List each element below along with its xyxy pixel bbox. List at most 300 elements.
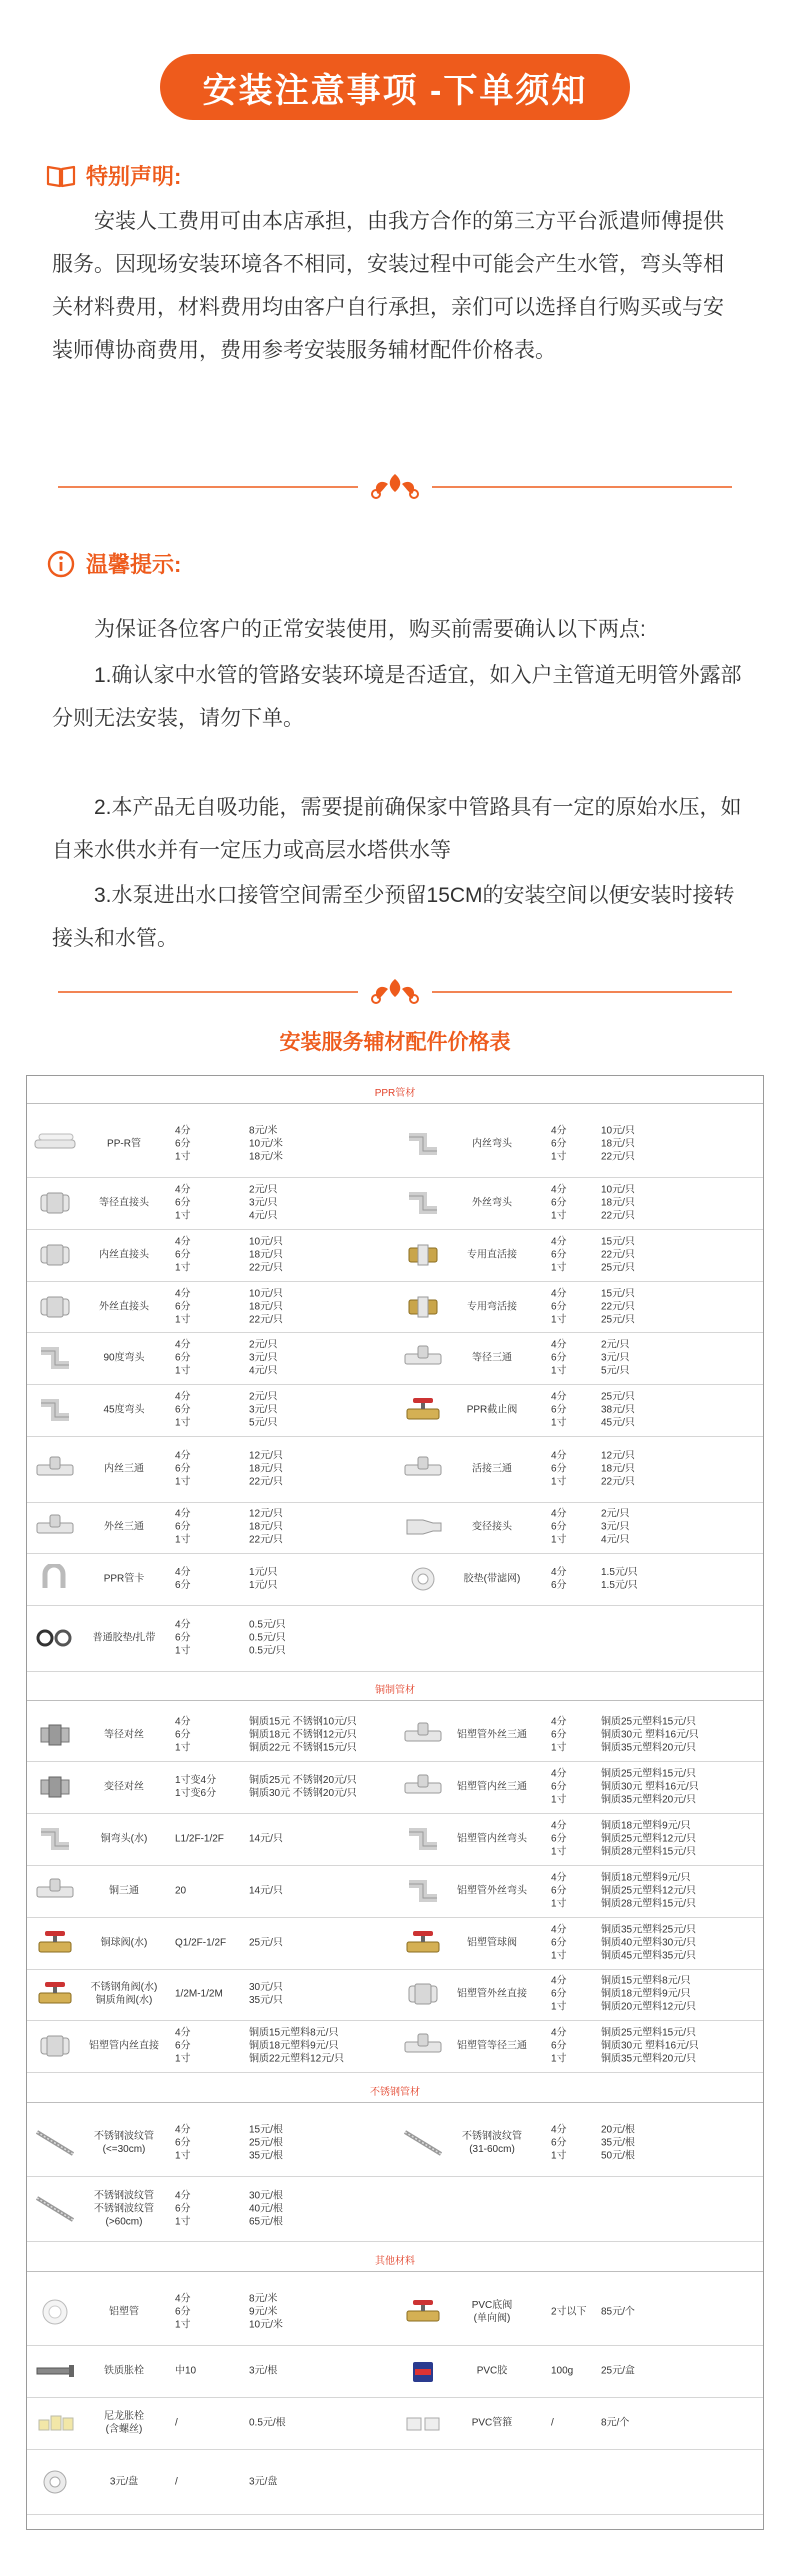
item-sizes	[175, 1618, 235, 1657]
item-prices	[249, 1339, 395, 1378]
price-value: 30元/根	[249, 2190, 283, 2202]
item-name: 铝塑管等径三通	[457, 2040, 527, 2052]
price-value: 铜质25元塑料12元/只	[601, 1833, 697, 1845]
item-prices	[601, 2306, 747, 2319]
price-item	[27, 1229, 395, 1281]
size-value: 4分	[551, 1820, 567, 1832]
price-value: 0.5元/只	[249, 1645, 286, 1657]
anchor-icon	[33, 2408, 77, 2438]
tee-icon	[401, 1454, 445, 1484]
size-value: 6分	[175, 1632, 191, 1644]
notice-heading	[46, 160, 181, 191]
price-value: 铜质18元塑料9元/只	[249, 2040, 339, 2052]
pipe-roll-icon	[33, 2297, 77, 2327]
item-prices	[601, 2416, 747, 2429]
size-value: 6分	[551, 1729, 567, 1741]
size-value: /	[551, 2417, 554, 2429]
size-value: 1寸变4分	[175, 1774, 217, 1786]
glue-icon	[401, 2356, 445, 2386]
item-prices	[601, 1125, 747, 1164]
item-sizes	[175, 1391, 235, 1430]
item-sizes	[175, 1508, 235, 1547]
item-prices	[249, 1774, 395, 1800]
size-value: 6分	[175, 1138, 191, 1150]
price-value: 22元/只	[601, 1476, 635, 1488]
price-value: 40元/根	[249, 2203, 283, 2215]
coupling-icon	[401, 1979, 445, 2009]
price-value: 1.5元/只	[601, 1567, 638, 1579]
elbow-icon	[401, 1824, 445, 1854]
table-row	[27, 1553, 763, 1606]
price-value: 4元/只	[249, 1210, 278, 1222]
size-value: 1寸	[175, 1151, 191, 1163]
nipple-icon	[33, 1772, 77, 1802]
size-value: 4分	[551, 1975, 567, 1987]
item-sizes	[175, 1988, 235, 2001]
price-item	[395, 1177, 763, 1229]
bolt-icon	[33, 2356, 77, 2386]
price-value: 1元/只	[249, 1567, 278, 1579]
size-value: 1寸	[551, 1262, 567, 1274]
price-item	[27, 1112, 395, 1177]
price-value: 0.5元/根	[249, 2417, 286, 2429]
price-value: 铜质15元 不锈钢10元/只	[249, 1716, 357, 1728]
item-prices	[249, 2416, 395, 2429]
price-value: 25元/根	[249, 2137, 283, 2149]
price-item	[27, 2397, 395, 2449]
item-sizes	[175, 2189, 235, 2228]
elbow-icon	[401, 1188, 445, 1218]
price-value: 12元/只	[249, 1508, 283, 1520]
category-header: 不锈钢管材	[27, 2084, 763, 2103]
size-value: 6分	[551, 1301, 567, 1313]
item-prices	[249, 1508, 395, 1547]
price-value: 5元/只	[601, 1365, 630, 1377]
price-table	[26, 1075, 764, 2530]
price-value: 铜质25元 不锈钢20元/只	[249, 1774, 357, 1786]
price-value: 25元/只	[249, 1937, 283, 1949]
price-value: 铜质35元塑料25元/只	[601, 1924, 697, 1936]
coupling-icon	[33, 1240, 77, 1270]
price-value: 22元/只	[249, 1476, 283, 1488]
size-value: 4分	[175, 2027, 191, 2039]
size-value: 4分	[175, 1391, 191, 1403]
price-value: 15元/根	[249, 2124, 283, 2136]
size-value: 4分	[551, 1236, 567, 1248]
size-value: 6分	[175, 1249, 191, 1261]
item-name: 不锈钢角阀(水) 铜质角阀(水)	[90, 1982, 158, 2007]
size-value: 1寸	[551, 1314, 567, 1326]
size-value: 1寸	[551, 1898, 567, 1910]
item-name: 内丝三通	[104, 1463, 144, 1475]
item-name: PVC管箍	[471, 2417, 513, 2429]
table-row	[27, 1709, 763, 1762]
price-value: 22元/只	[601, 1301, 635, 1313]
item-name: 内丝直接头	[99, 1249, 149, 1261]
price-item	[395, 1865, 763, 1917]
size-value: 4分	[551, 1288, 567, 1300]
tape-icon	[401, 1564, 445, 1594]
item-prices	[249, 1832, 395, 1845]
tee-icon	[401, 1343, 445, 1373]
item-name: 铜三通	[109, 1885, 139, 1897]
item-prices	[249, 1287, 395, 1326]
size-value: 6分	[551, 1404, 567, 1416]
size-value: 4分	[551, 1125, 567, 1137]
size-value: 6分	[175, 2203, 191, 2215]
hose-icon	[33, 2128, 77, 2158]
item-name: 铝塑管球阀	[467, 1937, 517, 1949]
table-row	[27, 2280, 763, 2346]
item-name: 45度弯头	[103, 1404, 145, 1416]
size-value: 1寸变6分	[175, 1787, 217, 1799]
table-row	[27, 1384, 763, 1437]
price-value: 30元/只	[249, 1982, 283, 1994]
price-value: 50元/根	[601, 2150, 635, 2162]
price-value: 45元/只	[601, 1417, 635, 1429]
price-value: 3元/只	[601, 1521, 630, 1533]
price-item	[27, 1177, 395, 1229]
item-name: 3元/盘	[109, 2476, 139, 2487]
item-sizes	[175, 2365, 235, 2378]
price-value: 铜质18元塑料9元/只	[601, 1820, 691, 1832]
item-prices	[601, 1767, 747, 1806]
size-value: 4分	[175, 2293, 191, 2305]
price-item	[27, 2111, 395, 2176]
hose-icon	[33, 2194, 77, 2224]
size-value: 4分	[175, 1450, 191, 1462]
coupling-icon	[33, 1188, 77, 1218]
size-value: 4分	[551, 1768, 567, 1780]
valve-icon	[401, 1395, 445, 1425]
price-item	[395, 2397, 763, 2449]
size-value: 4分	[175, 1619, 191, 1631]
price-value: 2元/只	[249, 1184, 278, 1196]
size-value: 6分	[175, 1463, 191, 1475]
size-value: 6分	[551, 1138, 567, 1150]
size-value: 4分	[551, 1567, 567, 1579]
price-item	[27, 2345, 395, 2397]
size-value: 6分	[175, 1352, 191, 1364]
item-prices	[601, 1235, 747, 1274]
table-row	[27, 1761, 763, 1814]
price-value: 25元/盒	[601, 2365, 635, 2377]
price-value: 35元/根	[601, 2137, 635, 2149]
table-row	[27, 2449, 763, 2515]
size-value: 6分	[175, 2137, 191, 2149]
item-prices	[249, 1391, 395, 1430]
valve-icon	[33, 1928, 77, 1958]
price-value: 25元/只	[601, 1262, 635, 1274]
price-value: 10元/只	[601, 1184, 635, 1196]
price-value: 18元/只	[249, 1521, 283, 1533]
price-table-title: 安装服务辅材配件价格表	[279, 1031, 511, 1054]
size-value: 4分	[551, 1716, 567, 1728]
price-value: 铜质35元塑料20元/只	[601, 1794, 697, 1806]
page-title: 安装注意事项 -下单须知	[160, 54, 630, 120]
table-row	[27, 1865, 763, 1918]
clip-icon	[33, 1564, 77, 1594]
item-name: 等径对丝	[104, 1729, 144, 1741]
price-item	[395, 1384, 763, 1436]
price-value: 65元/根	[249, 2216, 283, 2228]
tee-icon	[33, 1876, 77, 1906]
size-value: 1寸	[551, 1365, 567, 1377]
item-prices	[601, 1183, 747, 1222]
price-value: 铜质40元塑料30元/只	[601, 1937, 697, 1949]
size-value: 6分	[551, 2137, 567, 2149]
book-icon	[46, 164, 76, 188]
price-item	[27, 2176, 395, 2241]
item-sizes	[175, 2124, 235, 2163]
item-name: 等径直接头	[99, 1197, 149, 1209]
size-value: 6分	[551, 1833, 567, 1845]
table-row	[27, 1813, 763, 1866]
item-name: 铝塑管内丝直接	[89, 2040, 159, 2052]
price-item	[27, 1813, 395, 1865]
size-value: 4分	[551, 1339, 567, 1351]
size-value: 1寸	[175, 1210, 191, 1222]
price-value: 铜质35元塑料20元/只	[601, 2053, 697, 2065]
table-row	[27, 1177, 763, 1230]
item-prices	[249, 2475, 395, 2488]
price-value: 18元/只	[601, 1197, 635, 1209]
price-item	[395, 2020, 763, 2072]
size-value: 4分	[175, 1184, 191, 1196]
price-item	[27, 1605, 395, 1670]
elbow-icon	[33, 1824, 77, 1854]
price-value: 25元/只	[601, 1391, 635, 1403]
size-value: 1寸	[175, 2216, 191, 2228]
item-name: PPR截止阀	[466, 1404, 518, 1416]
price-value: 铜质22元塑料12元/只	[249, 2053, 345, 2065]
item-prices	[249, 1125, 395, 1164]
notice-text: 安装人工费用可由本店承担，由我方合作的第三方平台派遣师傅提供服务。因现场安装环境各不相同，安装过程中可能会产生水管，弯头等相关材料费用，材料费用均由客户自行承担，亲们可以选择自行购买或与安装师傅协商费用，费用参考安装服务辅材配件价格表。	[52, 210, 724, 362]
item-sizes	[175, 1716, 235, 1755]
size-value: 4分	[551, 2124, 567, 2136]
price-item	[395, 1709, 763, 1761]
price-item	[27, 1384, 395, 1436]
size-value: 6分	[551, 1521, 567, 1533]
size-value: 4分	[551, 1450, 567, 1462]
price-value: 22元/只	[249, 1262, 283, 1274]
tee-icon	[33, 1512, 77, 1542]
item-name: 变径对丝	[104, 1781, 144, 1793]
item-prices	[249, 1981, 395, 2007]
size-value: 1寸	[551, 2053, 567, 2065]
item-sizes	[175, 2475, 235, 2488]
item-prices	[601, 1716, 747, 1755]
item-name: 外丝直接头	[99, 1301, 149, 1313]
table-row	[27, 1436, 763, 1502]
size-value: 2寸以下	[551, 2306, 587, 2318]
price-value: 3元/盘	[249, 2476, 278, 2487]
item-name: 铜弯头(水)	[100, 1833, 148, 1845]
size-value: 6分	[551, 1249, 567, 1261]
coupling-icon	[33, 1292, 77, 1322]
item-prices	[601, 1287, 747, 1326]
coupling-icon	[33, 2031, 77, 2061]
table-row	[27, 1112, 763, 1178]
price-item	[395, 1332, 763, 1384]
price-item	[27, 1969, 395, 2021]
item-name: 胶垫(带滤网)	[463, 1573, 521, 1585]
price-item	[395, 1917, 763, 1969]
price-value: 10元/米	[249, 2319, 283, 2331]
size-value: 4分	[175, 2190, 191, 2202]
item-name: 专用直活接	[467, 1249, 517, 1261]
size-value: 6分	[551, 1197, 567, 1209]
item-prices	[601, 2365, 747, 2378]
size-value: 1寸	[551, 1210, 567, 1222]
size-value: 4分	[175, 1288, 191, 1300]
price-value: 1.5元/只	[601, 1580, 638, 1592]
price-value: 8元/个	[601, 2417, 630, 2429]
table-row	[27, 1917, 763, 1970]
price-value: 铜质18元塑料9元/只	[601, 1988, 691, 2000]
size-value: 1寸	[175, 2319, 191, 2331]
item-sizes	[175, 2027, 235, 2066]
price-value: 铜质15元塑料8元/只	[249, 2027, 339, 2039]
item-name: 不锈钢波纹管 (31-60cm)	[462, 2131, 522, 2156]
price-value: 铜质25元塑料15元/只	[601, 1716, 697, 1728]
valve-icon	[33, 1979, 77, 2009]
tee-icon	[401, 2031, 445, 2061]
size-value: /	[175, 2476, 178, 2487]
size-value: 1寸	[175, 1742, 191, 1754]
size-value: 4分	[551, 2027, 567, 2039]
size-value: 1寸	[551, 1846, 567, 1858]
item-sizes	[175, 2293, 235, 2332]
price-item	[27, 2020, 395, 2072]
item-prices	[249, 2293, 395, 2332]
price-value: 0.5元/只	[249, 1619, 286, 1631]
price-item	[395, 1112, 763, 1177]
item-name: 铝塑管外丝直接	[457, 1988, 527, 2000]
size-value: 4分	[175, 1567, 191, 1579]
item-name: 外丝三通	[104, 1521, 144, 1533]
ornament-divider	[58, 975, 732, 1009]
price-value: 22元/只	[601, 1249, 635, 1261]
size-value: 1寸	[551, 1794, 567, 1806]
table-row	[27, 1969, 763, 2022]
item-name: 铝塑管外丝弯头	[457, 1885, 527, 1897]
price-item	[395, 1553, 763, 1605]
size-value: 6分	[175, 1580, 191, 1592]
price-value: 18元/只	[601, 1138, 635, 1150]
size-value: 6分	[551, 1352, 567, 1364]
item-prices	[249, 2365, 395, 2378]
size-value: 4分	[551, 1872, 567, 1884]
size-value: 4分	[175, 1716, 191, 1728]
price-value: 8元/米	[249, 1125, 278, 1137]
price-value: 铜质25元塑料15元/只	[601, 1768, 697, 1780]
item-prices	[249, 2189, 395, 2228]
category-header: 铜制管材	[27, 1682, 763, 1701]
item-name: 内丝弯头	[472, 1138, 512, 1150]
price-value: 35元/根	[249, 2150, 283, 2162]
item-name: 变径接头	[472, 1521, 512, 1533]
size-value: 1寸	[551, 1950, 567, 1962]
item-prices	[249, 1618, 395, 1657]
price-value: 25元/只	[601, 1314, 635, 1326]
size-value: 1寸	[551, 2150, 567, 2162]
price-value: 4元/只	[601, 1534, 630, 1546]
table-row	[27, 2176, 763, 2242]
price-item	[395, 1281, 763, 1333]
item-sizes	[175, 1566, 235, 1592]
price-value: 铜质30元 塑料16元/只	[601, 1729, 699, 1741]
price-value: 12元/只	[601, 1450, 635, 1462]
table-row	[27, 1332, 763, 1385]
item-name: 90度弯头	[103, 1352, 145, 1364]
price-value: 14元/只	[249, 1885, 283, 1897]
size-value: 6分	[551, 1937, 567, 1949]
price-item	[27, 1709, 395, 1761]
price-value: 10元/只	[249, 1236, 283, 1248]
item-sizes	[175, 1774, 235, 1800]
price-item	[395, 1436, 763, 1501]
valve-icon	[401, 1928, 445, 1958]
price-value: 15元/只	[601, 1236, 635, 1248]
price-value: 35元/只	[249, 1995, 283, 2007]
tips-item: 为保证各位客户的正常安装使用，购买前需要确认以下两点:	[94, 618, 646, 641]
size-value: /	[175, 2417, 178, 2429]
item-sizes	[175, 1125, 235, 1164]
size-value: 1寸	[175, 1365, 191, 1377]
tape-icon	[33, 2467, 77, 2497]
price-value: 2元/只	[601, 1339, 630, 1351]
size-value: 6分	[551, 1781, 567, 1793]
price-item	[27, 2280, 395, 2345]
fitting-icon	[401, 2408, 445, 2438]
price-item	[27, 1761, 395, 1813]
size-value: Q1/2F-1/2F	[175, 1937, 227, 1949]
price-item	[395, 1502, 763, 1554]
price-value: 3元/只	[601, 1352, 630, 1364]
item-prices	[601, 1566, 747, 1592]
size-value: 1寸	[175, 2150, 191, 2162]
price-value: 铜质25元塑料15元/只	[601, 2027, 697, 2039]
item-prices	[601, 1819, 747, 1858]
size-value: 4分	[551, 1924, 567, 1936]
price-value: 15元/只	[601, 1288, 635, 1300]
price-value: 1元/只	[249, 1580, 278, 1592]
item-prices	[601, 1871, 747, 1910]
price-value: 3元/根	[249, 2365, 278, 2377]
price-value: 18元/米	[249, 1151, 283, 1163]
price-value: 3元/只	[249, 1197, 278, 1209]
price-value: 10元/米	[249, 1138, 283, 1150]
table-row	[27, 1229, 763, 1282]
size-value: 4分	[175, 1236, 191, 1248]
item-prices	[601, 1923, 747, 1962]
reducer-icon	[401, 1512, 445, 1542]
item-prices	[601, 2027, 747, 2066]
valve-icon	[401, 2297, 445, 2327]
size-value: 6分	[551, 1463, 567, 1475]
size-value: 1寸	[175, 1476, 191, 1488]
item-name: 铜球阀(水)	[100, 1937, 148, 1949]
item-name: 等径三通	[472, 1352, 512, 1364]
size-value: 1/2M-1/2M	[175, 1988, 223, 2000]
item-prices	[601, 1391, 747, 1430]
pipe-icon	[33, 1129, 77, 1159]
price-value: 22元/只	[601, 1210, 635, 1222]
size-value: L1/2F-1/2F	[175, 1833, 224, 1845]
size-value: 1寸	[551, 1534, 567, 1546]
price-value: 10元/只	[249, 1288, 283, 1300]
